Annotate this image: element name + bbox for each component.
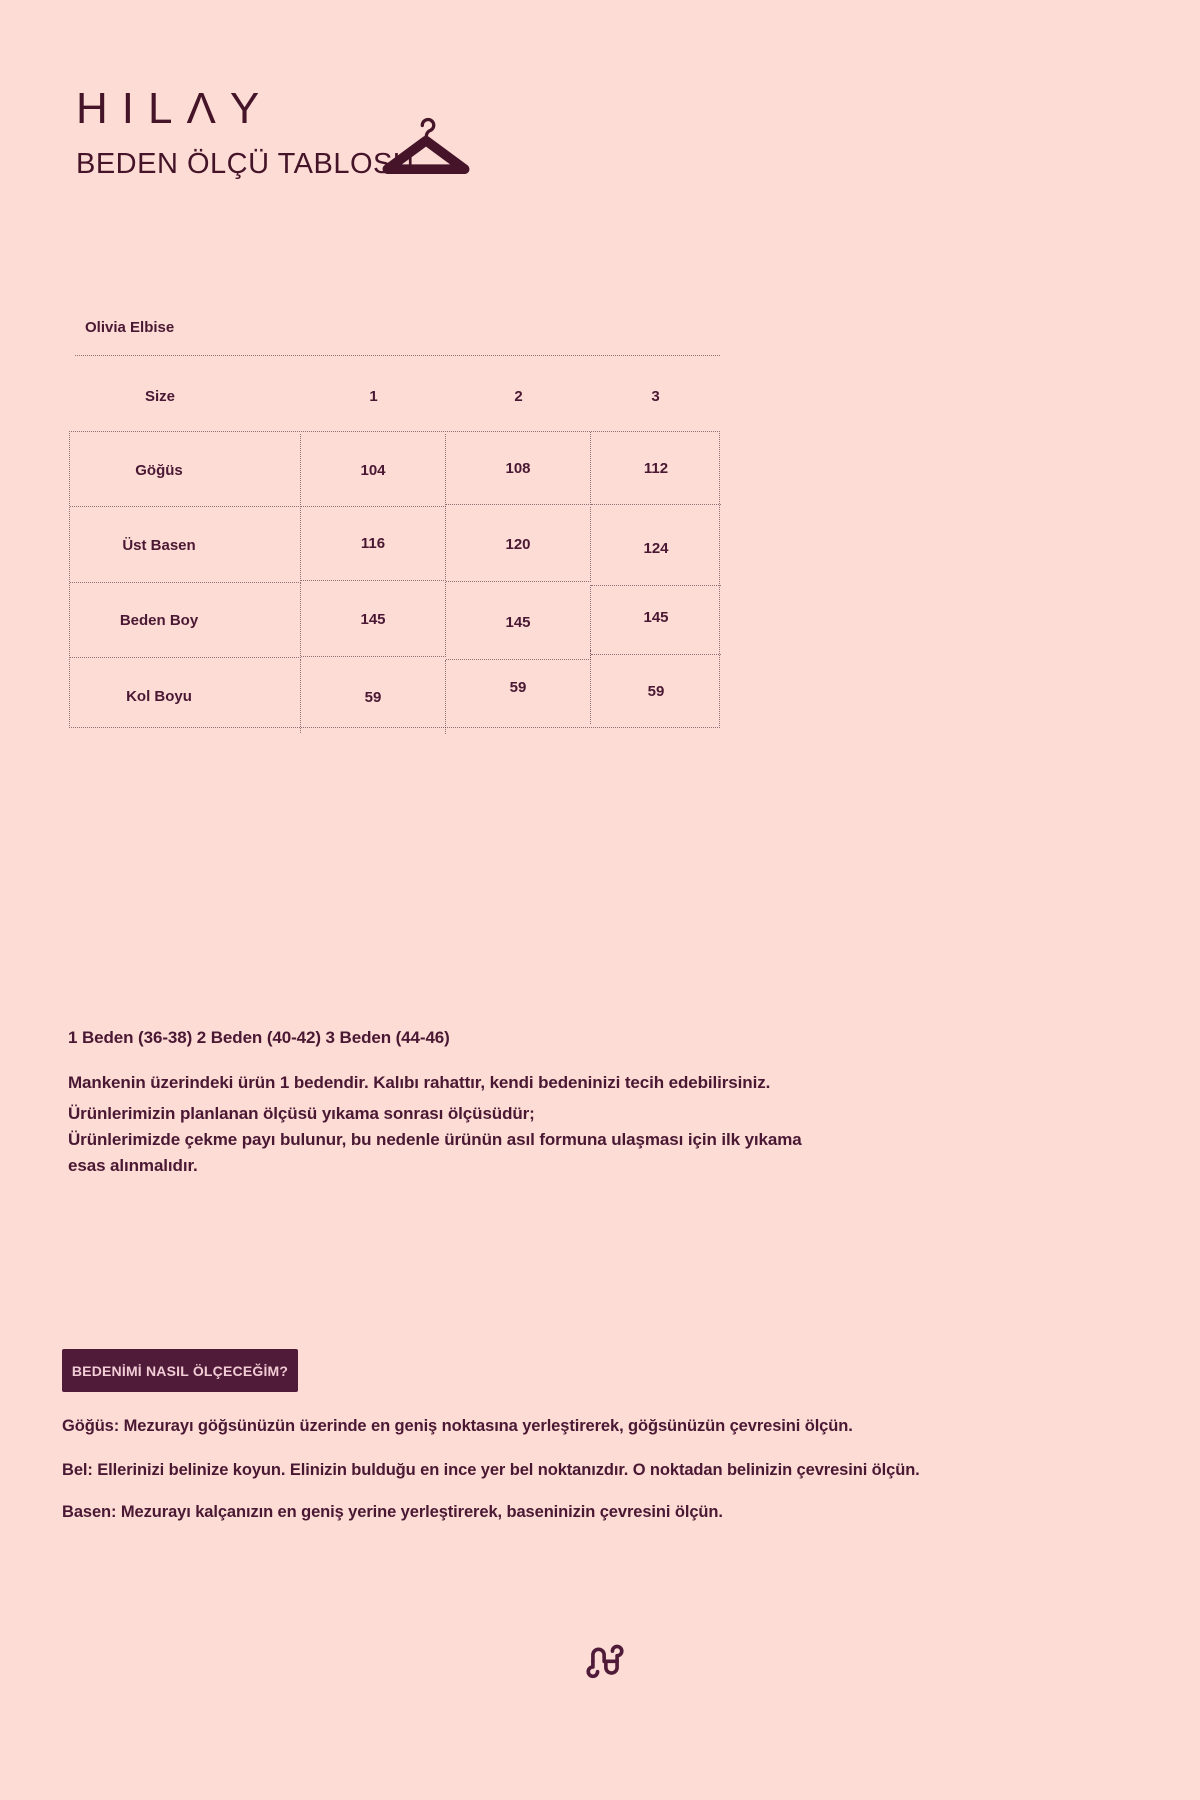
row-label: Kol Boyu [70, 659, 301, 733]
table-cell: 120 [446, 507, 591, 582]
row-label: Üst Basen [70, 508, 301, 583]
table-cell: 59 [446, 650, 591, 724]
column-header-size: Size [144, 388, 175, 405]
table-cell: 112 [591, 432, 721, 505]
table-cell: 104 [301, 434, 446, 507]
table-cell: 116 [301, 506, 446, 581]
product-name: Olivia Elbise [85, 319, 175, 336]
table-cell: 59 [301, 660, 446, 734]
table-cell: 108 [446, 432, 591, 505]
hanger-icon [380, 110, 472, 186]
note-line: Ürünlerimizde çekme payı bulunur, bu nedenle ürünün asıl formuna ulaşması için ilk yıkama [68, 1130, 802, 1149]
brand-monogram-icon [586, 1639, 624, 1682]
divider-dotted-rule [75, 355, 720, 356]
table-cell: 145 [301, 582, 446, 657]
size-legend: 1 Beden (36-38) 2 Beden (40-42) 3 Beden (44-46) [68, 1028, 450, 1047]
table-cell: 145 [446, 585, 591, 660]
column-header-1: 1 [369, 388, 378, 405]
note-washing [68, 1101, 802, 1179]
instruction-chest: Göğüs: Mezurayı göğsünüzün üzerinde en geniş noktasına yerleştirerek, göğsünüzün çevresini ölçün. [62, 1417, 853, 1435]
brand-logo: HILΛY [76, 84, 274, 133]
table-cell: 59 [647, 682, 665, 700]
column-header-3: 3 [651, 388, 660, 405]
size-table [69, 431, 720, 728]
how-to-measure-badge: BEDENİMİ NASIL ÖLÇECEĞİM? [62, 1349, 298, 1392]
row-label: Göğüs [70, 434, 301, 507]
instruction-waist: Bel: Ellerinizi belinize koyun. Elinizin bulduğu en ince yer bel noktanızdır. O noktadan belinizin çevresini ölçün. [62, 1461, 920, 1479]
page-title: BEDEN ÖLÇÜ TABLOSU [76, 148, 415, 180]
row-label: Beden Boy [70, 583, 301, 658]
instruction-hip: Basen: Mezurayı kalçanızın en geniş yerine yerleştirerek, baseninizin çevresini ölçün. [62, 1503, 723, 1521]
column-header-2: 2 [514, 388, 523, 405]
table-cell: 124 [591, 511, 721, 586]
note-mannequin: Mankenin üzerindeki ürün 1 bedendir. Kalıbı rahattır, kendi bedeninizi tecih edebilirsiniz. [68, 1073, 771, 1092]
note-line: esas alınmalıdır. [68, 1156, 198, 1175]
table-cell: 145 [591, 580, 721, 655]
note-line: Ürünlerimizin planlanan ölçüsü yıkama sonrası ölçüsüdür; [68, 1104, 535, 1123]
